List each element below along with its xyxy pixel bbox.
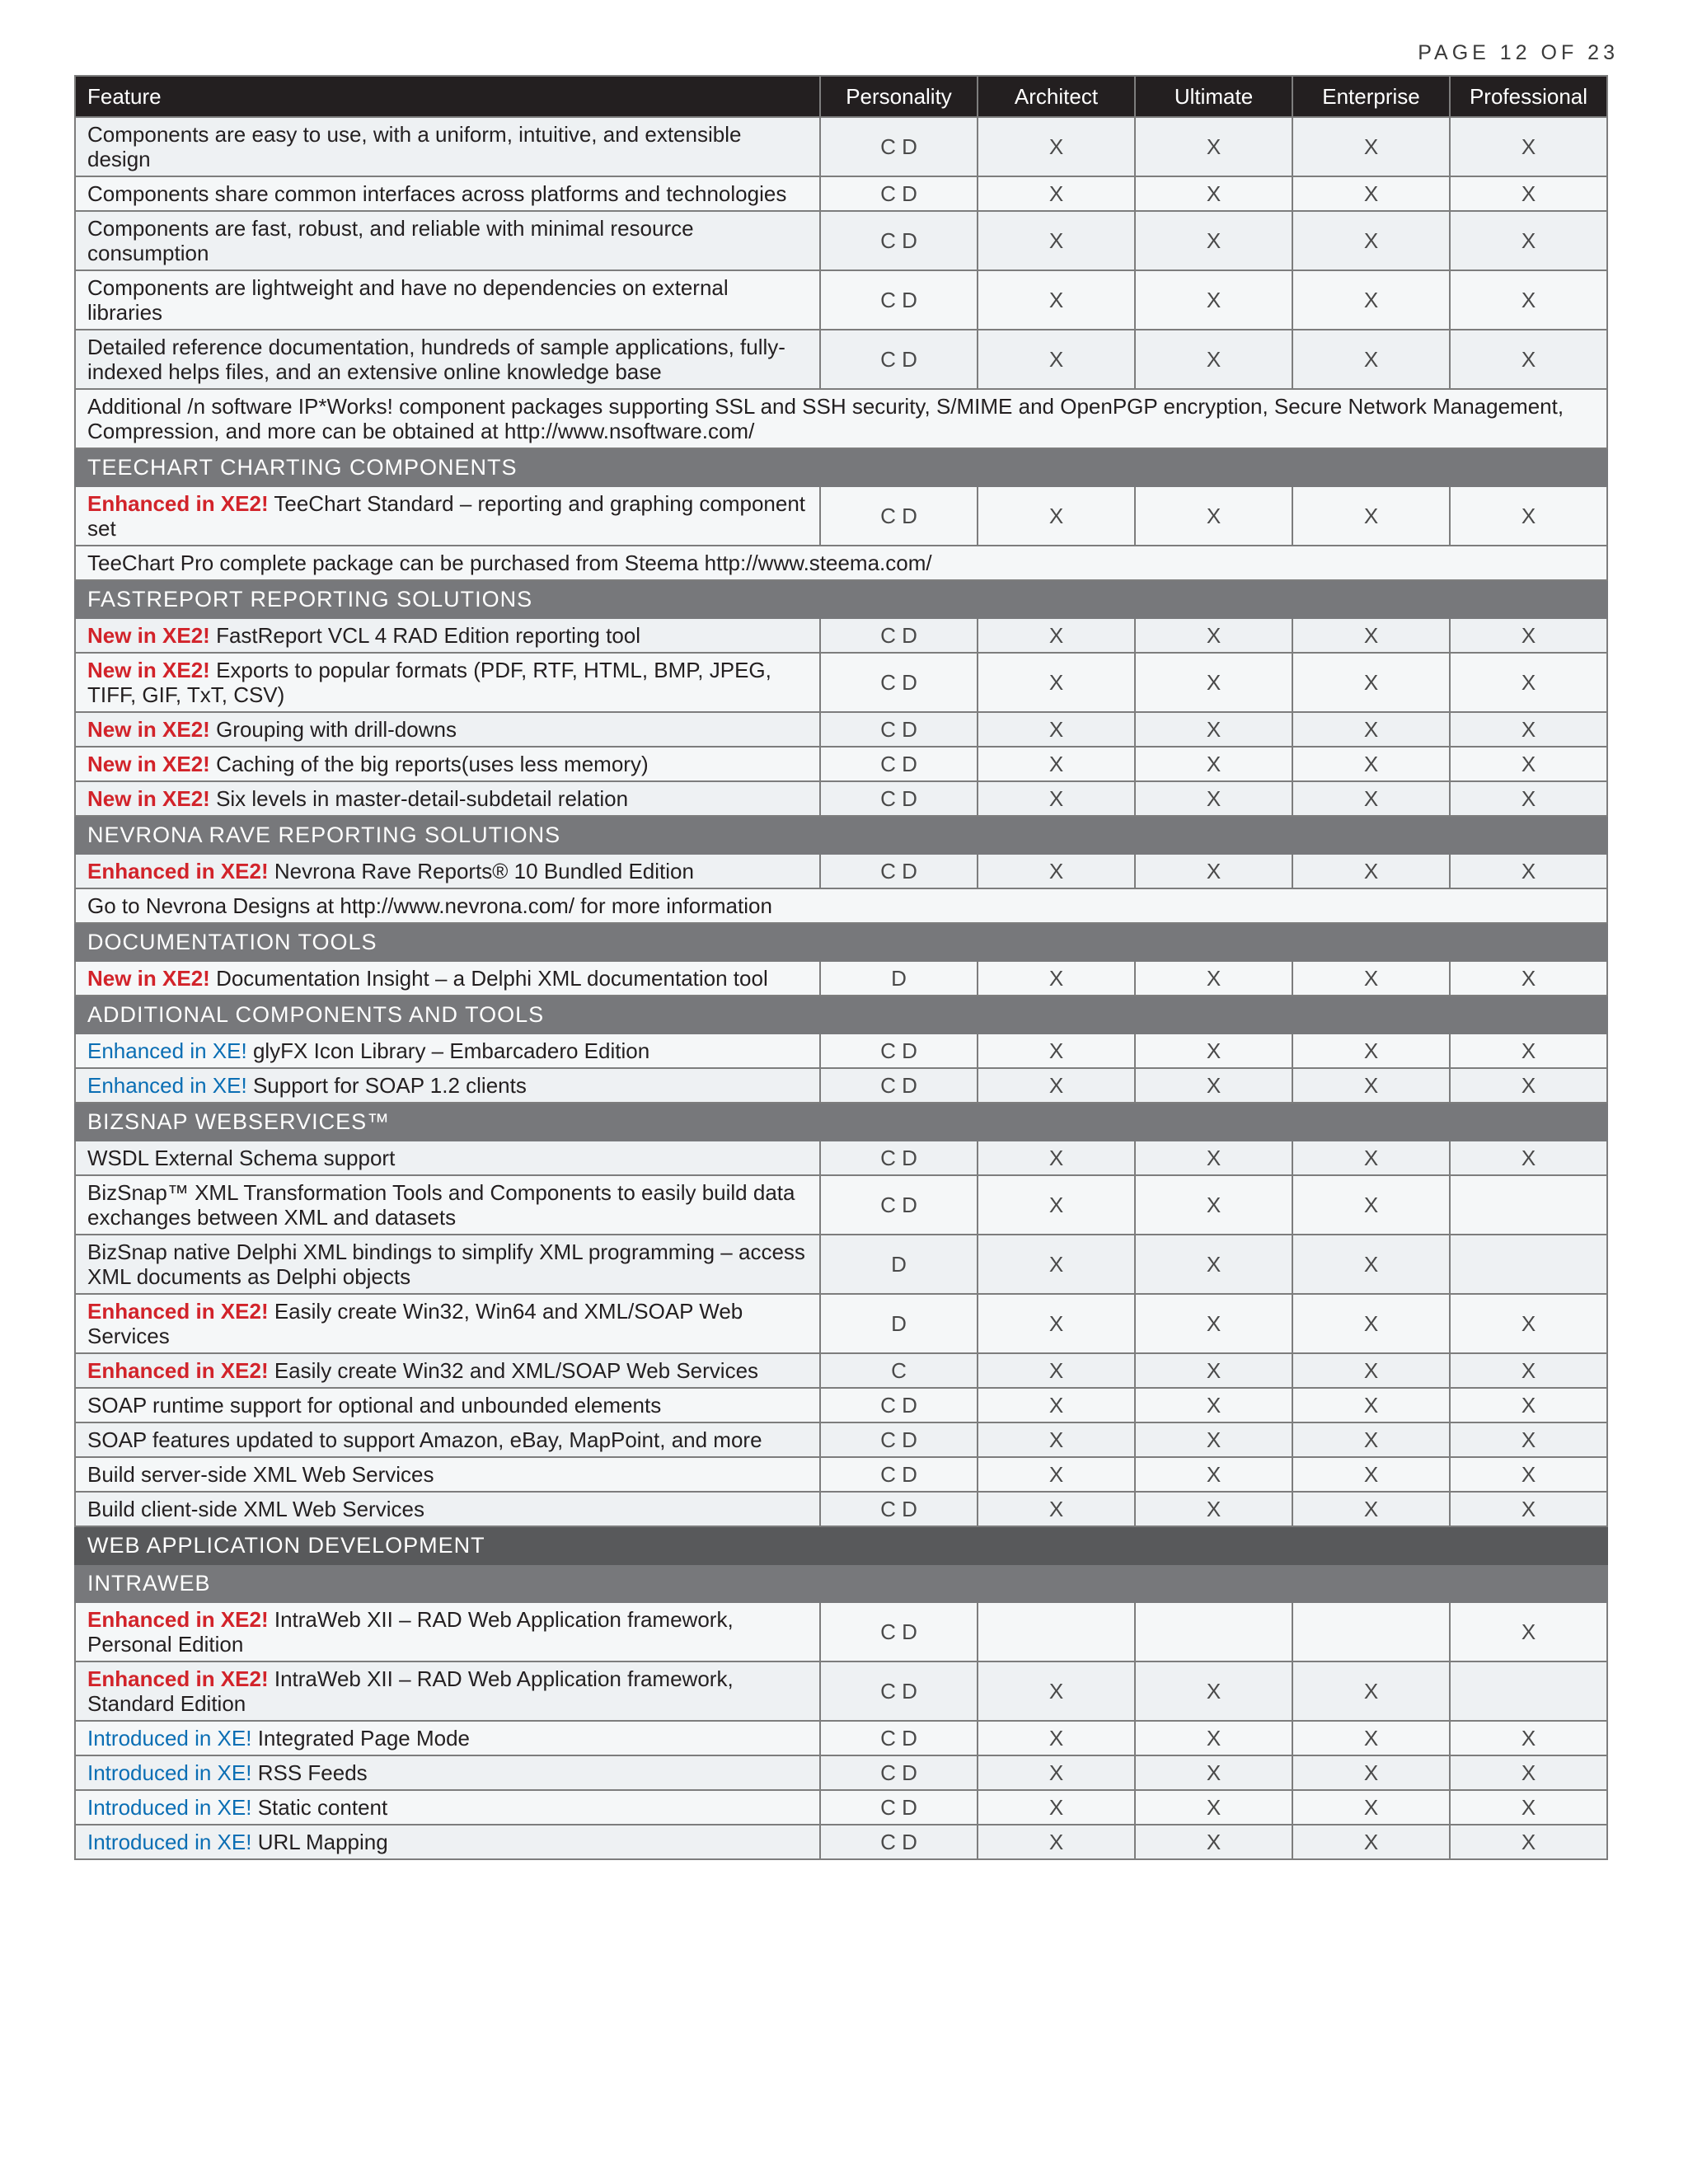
feature-text: Integrated Page Mode xyxy=(257,1726,470,1750)
table-row xyxy=(75,1388,1607,1422)
table-row xyxy=(75,747,1607,781)
mark-personality: C D xyxy=(820,1825,978,1859)
mark-architect: X xyxy=(978,1492,1135,1526)
release-tag: Introduced in XE! xyxy=(87,1726,252,1750)
feature-text: Easily create Win32 and XML/SOAP Web Services xyxy=(274,1358,759,1383)
mark-ultimate: X xyxy=(1135,1661,1292,1721)
mark-ultimate: X xyxy=(1135,176,1292,211)
mark-architect: X xyxy=(978,1033,1135,1068)
mark-enterprise: X xyxy=(1292,1388,1450,1422)
mark-architect: X xyxy=(978,1422,1135,1457)
mark-enterprise: X xyxy=(1292,1175,1450,1235)
note-text: Go to Nevrona Designs at http://www.nevrona.com/ for more information xyxy=(75,888,1607,923)
section-title: FASTREPORT REPORTING SOLUTIONS xyxy=(75,580,1607,618)
mark-ultimate: X xyxy=(1135,270,1292,330)
table-row xyxy=(75,270,1607,330)
feature-cell xyxy=(75,1825,820,1859)
mark-ultimate: X xyxy=(1135,961,1292,996)
header-professional: Professional xyxy=(1450,76,1607,117)
mark-personality: C D xyxy=(820,1033,978,1068)
mark-ultimate: X xyxy=(1135,1068,1292,1103)
mark-architect: X xyxy=(978,1790,1135,1825)
mark-personality: C D xyxy=(820,653,978,712)
mark-architect: X xyxy=(978,1721,1135,1755)
feature-cell xyxy=(75,1721,820,1755)
mark-architect: X xyxy=(978,211,1135,270)
feature-cell xyxy=(75,176,820,211)
mark-professional: X xyxy=(1450,1388,1607,1422)
feature-cell xyxy=(75,1492,820,1526)
mark-architect: X xyxy=(978,747,1135,781)
feature-cell xyxy=(75,618,820,653)
mark-personality: C D xyxy=(820,1602,978,1661)
mark-enterprise: X xyxy=(1292,486,1450,546)
mark-ultimate: X xyxy=(1135,854,1292,888)
feature-text: Easily create Win32, Win64 and XML/SOAP Web Services xyxy=(87,1299,743,1348)
mark-professional: X xyxy=(1450,1602,1607,1661)
feature-text: glyFX Icon Library – Embarcadero Edition xyxy=(252,1038,650,1063)
mark-architect: X xyxy=(978,618,1135,653)
mark-architect: X xyxy=(978,781,1135,816)
mark-ultimate: X xyxy=(1135,1033,1292,1068)
feature-cell xyxy=(75,1141,820,1175)
mark-ultimate: X xyxy=(1135,1235,1292,1294)
feature-cell xyxy=(75,486,820,546)
feature-text: IntraWeb XII – RAD Web Application framework, Personal Edition xyxy=(87,1607,734,1657)
mark-professional: X xyxy=(1450,1141,1607,1175)
mark-ultimate: X xyxy=(1135,486,1292,546)
mark-ultimate: X xyxy=(1135,653,1292,712)
mark-enterprise: X xyxy=(1292,1492,1450,1526)
table-row xyxy=(75,1755,1607,1790)
mark-professional: X xyxy=(1450,747,1607,781)
mark-professional: X xyxy=(1450,117,1607,176)
mark-ultimate: X xyxy=(1135,1457,1292,1492)
page-number: PAGE 12 OF 23 xyxy=(1418,41,1619,64)
mark-enterprise: X xyxy=(1292,270,1450,330)
release-tag: Enhanced in XE! xyxy=(87,1038,247,1063)
feature-cell xyxy=(75,1422,820,1457)
table-row xyxy=(75,618,1607,653)
table-row xyxy=(75,1825,1607,1859)
mark-personality: C D xyxy=(820,1721,978,1755)
feature-text: Nevrona Rave Reports® 10 Bundled Edition xyxy=(274,859,694,883)
mark-enterprise: X xyxy=(1292,854,1450,888)
table-row xyxy=(75,712,1607,747)
feature-text: URL Mapping xyxy=(257,1830,388,1854)
feature-text: SOAP runtime support for optional and unbounded elements xyxy=(87,1393,662,1418)
release-tag: New in XE2! xyxy=(87,786,210,811)
section-title: WEB APPLICATION DEVELOPMENT xyxy=(75,1526,1607,1564)
feature-text: TeeChart Standard – reporting and graphing component set xyxy=(87,491,806,541)
feature-text: Components are fast, robust, and reliable with minimal resource consumption xyxy=(87,216,694,265)
mark-enterprise: X xyxy=(1292,1068,1450,1103)
mark-personality: C D xyxy=(820,781,978,816)
feature-cell xyxy=(75,270,820,330)
table-body xyxy=(75,117,1607,1859)
mark-personality: D xyxy=(820,1235,978,1294)
mark-ultimate: X xyxy=(1135,618,1292,653)
mark-personality: C D xyxy=(820,1755,978,1790)
mark-ultimate: X xyxy=(1135,1141,1292,1175)
header-ultimate: Ultimate xyxy=(1135,76,1292,117)
mark-professional xyxy=(1450,1175,1607,1235)
mark-personality: C D xyxy=(820,1790,978,1825)
feature-text: BizSnap™ XML Transformation Tools and Components to easily build data exchanges between XML and datasets xyxy=(87,1180,795,1230)
feature-text: Documentation Insight – a Delphi XML documentation tool xyxy=(216,966,768,991)
feature-text: Components are easy to use, with a uniform, intuitive, and extensible design xyxy=(87,122,742,171)
mark-architect: X xyxy=(978,1353,1135,1388)
mark-architect: X xyxy=(978,1457,1135,1492)
section-title: BIZSNAP WEBSERVICES™ xyxy=(75,1103,1607,1141)
mark-professional: X xyxy=(1450,653,1607,712)
feature-text: RSS Feeds xyxy=(257,1760,368,1785)
feature-text: SOAP features updated to support Amazon, eBay, MapPoint, and more xyxy=(87,1427,762,1452)
section-header-row xyxy=(75,996,1607,1033)
table-row xyxy=(75,961,1607,996)
mark-personality: C D xyxy=(820,211,978,270)
mark-professional: X xyxy=(1450,270,1607,330)
feature-cell xyxy=(75,854,820,888)
mark-professional: X xyxy=(1450,176,1607,211)
mark-architect: X xyxy=(978,712,1135,747)
mark-ultimate: X xyxy=(1135,1755,1292,1790)
release-tag: Introduced in XE! xyxy=(87,1760,252,1785)
feature-text: Components are lightweight and have no dependencies on external libraries xyxy=(87,275,729,325)
feature-cell xyxy=(75,653,820,712)
feature-text: Caching of the big reports(uses less memory) xyxy=(216,752,649,776)
feature-text: Components share common interfaces across platforms and technologies xyxy=(87,181,787,206)
feature-cell xyxy=(75,1457,820,1492)
mark-ultimate: X xyxy=(1135,1353,1292,1388)
mark-professional: X xyxy=(1450,1825,1607,1859)
table-row xyxy=(75,1721,1607,1755)
mark-professional: X xyxy=(1450,1422,1607,1457)
mark-enterprise: X xyxy=(1292,712,1450,747)
mark-ultimate: X xyxy=(1135,1294,1292,1353)
mark-architect: X xyxy=(978,330,1135,389)
mark-enterprise: X xyxy=(1292,961,1450,996)
mark-architect: X xyxy=(978,1175,1135,1235)
section-header-row xyxy=(75,580,1607,618)
mark-personality: D xyxy=(820,961,978,996)
table-row xyxy=(75,1457,1607,1492)
release-tag: New in XE2! xyxy=(87,658,210,682)
table-row xyxy=(75,1492,1607,1526)
mark-ultimate: X xyxy=(1135,117,1292,176)
note-text: Additional /n software IP*Works! component packages supporting SSL and SSH security, S/MIME and OpenPGP encryption, Secure Network Management, Compression, and more can be obtained at http://www.nsoftware.com/ xyxy=(75,389,1607,448)
mark-enterprise: X xyxy=(1292,117,1450,176)
mark-ultimate: X xyxy=(1135,1175,1292,1235)
mark-professional: X xyxy=(1450,712,1607,747)
section-header-row xyxy=(75,1526,1607,1564)
table-row xyxy=(75,486,1607,546)
feature-text: WSDL External Schema support xyxy=(87,1146,396,1170)
mark-enterprise: X xyxy=(1292,1755,1450,1790)
release-tag: Enhanced in XE! xyxy=(87,1073,247,1098)
feature-cell xyxy=(75,781,820,816)
feature-cell xyxy=(75,961,820,996)
section-title: NEVRONA RAVE REPORTING SOLUTIONS xyxy=(75,816,1607,854)
mark-ultimate: X xyxy=(1135,781,1292,816)
mark-enterprise: X xyxy=(1292,1235,1450,1294)
table-row xyxy=(75,211,1607,270)
mark-enterprise: X xyxy=(1292,176,1450,211)
mark-personality: C xyxy=(820,1353,978,1388)
mark-enterprise: X xyxy=(1292,653,1450,712)
mark-ultimate: X xyxy=(1135,1721,1292,1755)
mark-professional: X xyxy=(1450,1721,1607,1755)
mark-personality: C D xyxy=(820,486,978,546)
table-row xyxy=(75,176,1607,211)
section-header-row xyxy=(75,1103,1607,1141)
table-row xyxy=(75,781,1607,816)
mark-architect: X xyxy=(978,486,1135,546)
table-row xyxy=(75,1353,1607,1388)
feature-cell xyxy=(75,1388,820,1422)
release-tag: New in XE2! xyxy=(87,966,210,991)
release-tag: Enhanced in XE2! xyxy=(87,491,269,516)
header-personality: Personality xyxy=(820,76,978,117)
section-title: DOCUMENTATION TOOLS xyxy=(75,923,1607,961)
mark-architect: X xyxy=(978,1068,1135,1103)
feature-cell xyxy=(75,712,820,747)
feature-cell xyxy=(75,117,820,176)
mark-enterprise: X xyxy=(1292,747,1450,781)
mark-personality: C D xyxy=(820,1141,978,1175)
mark-ultimate: X xyxy=(1135,1825,1292,1859)
table-row xyxy=(75,653,1607,712)
mark-architect: X xyxy=(978,1141,1135,1175)
header-architect: Architect xyxy=(978,76,1135,117)
mark-professional: X xyxy=(1450,1492,1607,1526)
table-row xyxy=(75,1235,1607,1294)
mark-enterprise: X xyxy=(1292,1825,1450,1859)
mark-ultimate xyxy=(1135,1602,1292,1661)
mark-architect: X xyxy=(978,1755,1135,1790)
mark-professional xyxy=(1450,1235,1607,1294)
feature-text: Exports to popular formats (PDF, RTF, HTML, BMP, JPEG, TIFF, GIF, TxT, CSV) xyxy=(87,658,771,707)
release-tag: Introduced in XE! xyxy=(87,1795,252,1820)
feature-text: Build server-side XML Web Services xyxy=(87,1462,434,1487)
feature-matrix-table xyxy=(74,75,1608,1860)
mark-professional: X xyxy=(1450,1033,1607,1068)
feature-cell xyxy=(75,211,820,270)
mark-personality: D xyxy=(820,1294,978,1353)
table-row xyxy=(75,1661,1607,1721)
section-header-row xyxy=(75,1564,1607,1602)
release-tag: Enhanced in XE2! xyxy=(87,1299,269,1324)
header-feature: Feature xyxy=(75,76,820,117)
table-row xyxy=(75,1141,1607,1175)
mark-ultimate: X xyxy=(1135,1790,1292,1825)
feature-text: Grouping with drill-downs xyxy=(216,717,457,742)
mark-professional: X xyxy=(1450,618,1607,653)
feature-text: BizSnap native Delphi XML bindings to simplify XML programming – access XML documents as Delphi objects xyxy=(87,1240,805,1289)
mark-personality: C D xyxy=(820,854,978,888)
feature-text: FastReport VCL 4 RAD Edition reporting tool xyxy=(216,623,641,648)
mark-architect: X xyxy=(978,1661,1135,1721)
section-header-row xyxy=(75,448,1607,486)
mark-professional: X xyxy=(1450,1755,1607,1790)
mark-architect: X xyxy=(978,270,1135,330)
mark-professional: X xyxy=(1450,1457,1607,1492)
mark-enterprise: X xyxy=(1292,1141,1450,1175)
mark-enterprise: X xyxy=(1292,1790,1450,1825)
mark-ultimate: X xyxy=(1135,330,1292,389)
note-row xyxy=(75,888,1607,923)
mark-professional: X xyxy=(1450,1790,1607,1825)
mark-personality: C D xyxy=(820,747,978,781)
mark-ultimate: X xyxy=(1135,1492,1292,1526)
table-row xyxy=(75,117,1607,176)
mark-enterprise: X xyxy=(1292,1457,1450,1492)
feature-cell xyxy=(75,1175,820,1235)
mark-enterprise: X xyxy=(1292,330,1450,389)
mark-enterprise: X xyxy=(1292,1661,1450,1721)
mark-ultimate: X xyxy=(1135,747,1292,781)
feature-text: Build client-side XML Web Services xyxy=(87,1497,424,1521)
mark-professional: X xyxy=(1450,1294,1607,1353)
note-text: TeeChart Pro complete package can be purchased from Steema http://www.steema.com/ xyxy=(75,546,1607,580)
mark-personality: C D xyxy=(820,117,978,176)
release-tag: Enhanced in XE2! xyxy=(87,1666,269,1691)
mark-professional: X xyxy=(1450,961,1607,996)
mark-professional: X xyxy=(1450,781,1607,816)
table-row xyxy=(75,1033,1607,1068)
mark-professional: X xyxy=(1450,486,1607,546)
mark-architect: X xyxy=(978,1235,1135,1294)
mark-personality: C D xyxy=(820,176,978,211)
feature-cell xyxy=(75,1661,820,1721)
mark-architect: X xyxy=(978,1294,1135,1353)
mark-personality: C D xyxy=(820,1068,978,1103)
mark-personality: C D xyxy=(820,712,978,747)
feature-text: Six levels in master-detail-subdetail relation xyxy=(216,786,629,811)
mark-personality: C D xyxy=(820,330,978,389)
table-row xyxy=(75,1602,1607,1661)
mark-personality: C D xyxy=(820,618,978,653)
mark-professional: X xyxy=(1450,211,1607,270)
feature-text: Support for SOAP 1.2 clients xyxy=(252,1073,527,1098)
feature-cell xyxy=(75,1602,820,1661)
table-row xyxy=(75,854,1607,888)
note-row xyxy=(75,546,1607,580)
mark-ultimate: X xyxy=(1135,211,1292,270)
mark-personality: C D xyxy=(820,1661,978,1721)
feature-cell xyxy=(75,1353,820,1388)
mark-ultimate: X xyxy=(1135,712,1292,747)
mark-professional xyxy=(1450,1661,1607,1721)
feature-text: IntraWeb XII – RAD Web Application framework, Standard Edition xyxy=(87,1666,734,1716)
section-title: ADDITIONAL COMPONENTS AND TOOLS xyxy=(75,996,1607,1033)
feature-cell xyxy=(75,1068,820,1103)
release-tag: New in XE2! xyxy=(87,717,210,742)
header-enterprise: Enterprise xyxy=(1292,76,1450,117)
mark-architect: X xyxy=(978,653,1135,712)
table-row xyxy=(75,330,1607,389)
note-row xyxy=(75,389,1607,448)
mark-enterprise: X xyxy=(1292,618,1450,653)
header-row xyxy=(75,76,1607,117)
mark-architect: X xyxy=(978,961,1135,996)
release-tag: New in XE2! xyxy=(87,623,210,648)
release-tag: New in XE2! xyxy=(87,752,210,776)
section-title: INTRAWEB xyxy=(75,1564,1607,1602)
mark-enterprise xyxy=(1292,1602,1450,1661)
feature-cell xyxy=(75,330,820,389)
mark-architect: X xyxy=(978,854,1135,888)
release-tag: Introduced in XE! xyxy=(87,1830,252,1854)
section-header-row xyxy=(75,923,1607,961)
table-row xyxy=(75,1294,1607,1353)
table-row xyxy=(75,1790,1607,1825)
mark-personality: C D xyxy=(820,1388,978,1422)
mark-personality: C D xyxy=(820,1457,978,1492)
mark-personality: C D xyxy=(820,1175,978,1235)
table-row xyxy=(75,1068,1607,1103)
mark-enterprise: X xyxy=(1292,1721,1450,1755)
mark-professional: X xyxy=(1450,854,1607,888)
mark-architect: X xyxy=(978,117,1135,176)
mark-enterprise: X xyxy=(1292,1353,1450,1388)
mark-professional: X xyxy=(1450,1068,1607,1103)
mark-enterprise: X xyxy=(1292,1033,1450,1068)
mark-personality: C D xyxy=(820,1422,978,1457)
mark-enterprise: X xyxy=(1292,211,1450,270)
release-tag: Enhanced in XE2! xyxy=(87,1358,269,1383)
feature-cell xyxy=(75,1790,820,1825)
section-header-row xyxy=(75,816,1607,854)
release-tag: Enhanced in XE2! xyxy=(87,1607,269,1632)
mark-architect: X xyxy=(978,1825,1135,1859)
mark-architect: X xyxy=(978,1388,1135,1422)
feature-cell xyxy=(75,1294,820,1353)
feature-cell xyxy=(75,1755,820,1790)
table-row xyxy=(75,1422,1607,1457)
mark-enterprise: X xyxy=(1292,781,1450,816)
mark-enterprise: X xyxy=(1292,1422,1450,1457)
mark-personality: C D xyxy=(820,1492,978,1526)
release-tag: Enhanced in XE2! xyxy=(87,859,269,883)
mark-personality: C D xyxy=(820,270,978,330)
feature-text: Static content xyxy=(257,1795,388,1820)
feature-cell xyxy=(75,747,820,781)
mark-professional: X xyxy=(1450,330,1607,389)
feature-cell xyxy=(75,1033,820,1068)
feature-text: Detailed reference documentation, hundreds of sample applications, fully-indexed helps files, and an extensive online knowledge base xyxy=(87,335,785,384)
section-title: TEECHART CHARTING COMPONENTS xyxy=(75,448,1607,486)
mark-architect xyxy=(978,1602,1135,1661)
mark-professional: X xyxy=(1450,1353,1607,1388)
table-row xyxy=(75,1175,1607,1235)
mark-architect: X xyxy=(978,176,1135,211)
feature-cell xyxy=(75,1235,820,1294)
mark-ultimate: X xyxy=(1135,1422,1292,1457)
mark-enterprise: X xyxy=(1292,1294,1450,1353)
mark-ultimate: X xyxy=(1135,1388,1292,1422)
